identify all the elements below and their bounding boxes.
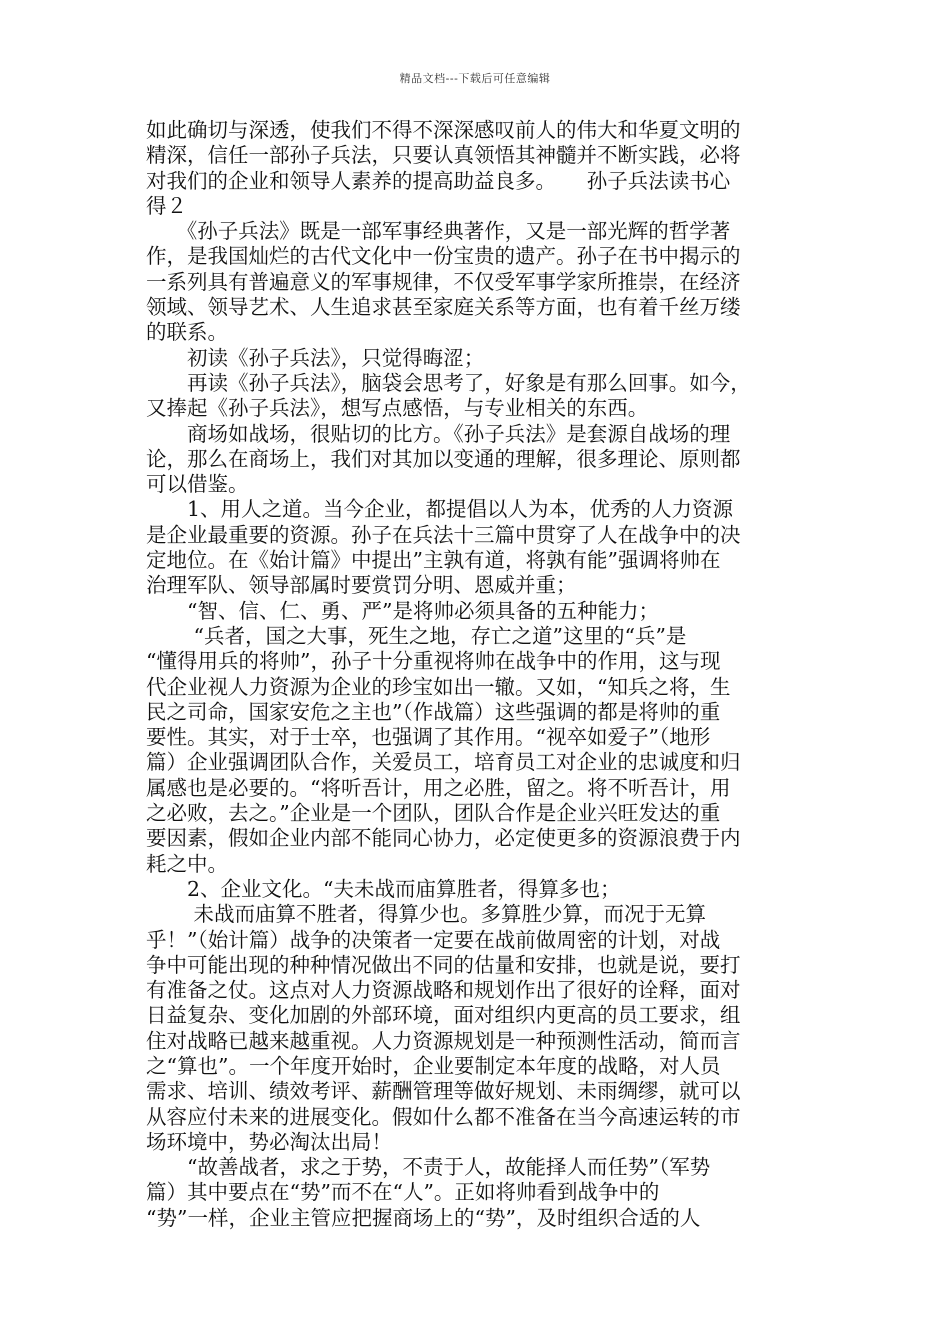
page-header: 精品文档---下载后可任意编辑 <box>399 72 551 85</box>
text-line: 场环境中，势必淘汰出局！ <box>146 1129 392 1154</box>
text-line: 2、企业文化。“夫未战而庙算胜者，得算多也； <box>146 876 621 901</box>
text-line: 未战而庙算不胜者，得算少也。多算胜少算，而况于无算 <box>146 902 707 927</box>
text-line: 精深，信任一部孙子兵法，只要认真领悟其神髓并不断实践，必将 <box>146 143 741 168</box>
text-line: “故善战者，求之于势，不责于人，故能择人而任势”（军势 <box>146 1155 711 1180</box>
text-line: 之必败，去之。”企业是一个团队，团队合作是企业兴旺发达的重 <box>146 801 721 826</box>
text-line: 1、用人之道。当今企业，都提倡以人为本，优秀的人力资源 <box>146 497 734 522</box>
text-line: 商场如战场，很贴切的比方。《孙子兵法》是套源自战场的理 <box>146 421 731 446</box>
text-line: 一系列具有普遍意义的军事规律，不仅受军事学家所推崇，在经济 <box>146 269 741 294</box>
text-line: 又捧起《孙子兵法》，想写点感悟，与专业相关的东西。 <box>146 396 649 421</box>
text-line: 对我们的企业和领导人素养的提高助益良多。 孙子兵法读书心 <box>146 168 731 193</box>
text-line: “懂得用兵的将帅”，孙子十分重视将帅在战争中的作用，这与现 <box>146 649 721 674</box>
document-body <box>146 118 810 1231</box>
text-line: 治理军队、领导部属时要赏罚分明、恩威并重； <box>146 573 577 598</box>
text-line: “势”一样，企业主管应把握商场上的“势”，及时组织合适的人 <box>146 1205 701 1230</box>
text-line: 耗之中。 <box>146 851 228 876</box>
text-line: 之“算也”。一个年度开始时，企业要制定本年度的战略，对人员 <box>146 1053 721 1078</box>
text-line: 得２ <box>146 193 187 218</box>
text-line: 初读《孙子兵法》，只觉得晦涩； <box>146 345 485 370</box>
text-line: 论，那么在商场上，我们对其加以变通的理解，很多理论、原则都 <box>146 446 741 471</box>
text-line: 从容应付未来的进展变化。假如什么都不准备在当今高速运转的市 <box>146 1104 741 1129</box>
text-line: 篇）企业强调团队合作，关爱员工，培育员工对企业的忠诚度和归 <box>146 750 741 775</box>
text-line: 是企业最重要的资源。孙子在兵法十三篇中贯穿了人在战争中的决 <box>146 522 741 547</box>
text-line: “兵者，国之大事，死生之地，存亡之道”这里的“兵”是 <box>146 623 687 648</box>
text-line: 需求、培训、绩效考评、薪酬管理等做好规划、未雨绸缪，就可以 <box>146 1079 741 1104</box>
text-line: 住对战略已越来越重视。人力资源规划是一种预测性活动，简而言 <box>146 1028 741 1053</box>
text-line: 可以借鉴。 <box>146 472 249 497</box>
text-line: 领域、领导艺术、人生追求甚至家庭关系等方面，也有着千丝万缕 <box>146 295 741 320</box>
text-line: 再读《孙子兵法》，脑袋会思考了，好象是有那么回事。如今， <box>146 370 751 395</box>
text-line: 民之司命，国家安危之主也”（作战篇）这些强调的都是将帅的重 <box>146 699 721 724</box>
text-line: 的联系。 <box>146 320 228 345</box>
text-line: 代企业视人力资源为企业的珍宝如出一辙。又如，“知兵之将，生 <box>146 674 731 699</box>
text-line: 定地位。在《始计篇》中提出”主孰有道，将孰有能”强调将帅在 <box>146 548 721 573</box>
text-line: 《孙子兵法》既是一部军事经典著作，又是一部光辉的哲学著 <box>146 219 731 244</box>
text-line: 有准备之仗。这点对人力资源战略和规划作出了很好的诠释，面对 <box>146 978 741 1003</box>
text-line: 争中可能出现的种种情况做出不同的估量和安排，也就是说，要打 <box>146 952 741 977</box>
text-line: 乎！”（始计篇）战争的决策者一定要在战前做周密的计划，对战 <box>146 927 721 952</box>
text-line: 要性。其实，对于士卒，也强调了其作用。“视卒如爱子”（地形 <box>146 725 711 750</box>
text-line: 要因素，假如企业内部不能同心协力，必定使更多的资源浪费于内 <box>146 826 741 851</box>
text-line: “智、信、仁、勇、严”是将帅必须具备的五种能力； <box>146 598 659 623</box>
text-line: 日益复杂、变化加剧的外部环境，面对组织内更高的员工要求，组 <box>146 1003 741 1028</box>
text-line: 如此确切与深透，使我们不得不深深感叹前人的伟大和华夏文明的 <box>146 118 741 142</box>
text-line: 篇）其中要点在“势”而不在“人”。正如将帅看到战争中的 <box>146 1180 660 1205</box>
text-line: 属感也是必要的。“将听吾计，用之必胜，留之。将不听吾计，用 <box>146 775 731 800</box>
text-line: 作，是我国灿烂的古代文化中一份宝贵的遗产。孙子在书中揭示的 <box>146 244 741 269</box>
